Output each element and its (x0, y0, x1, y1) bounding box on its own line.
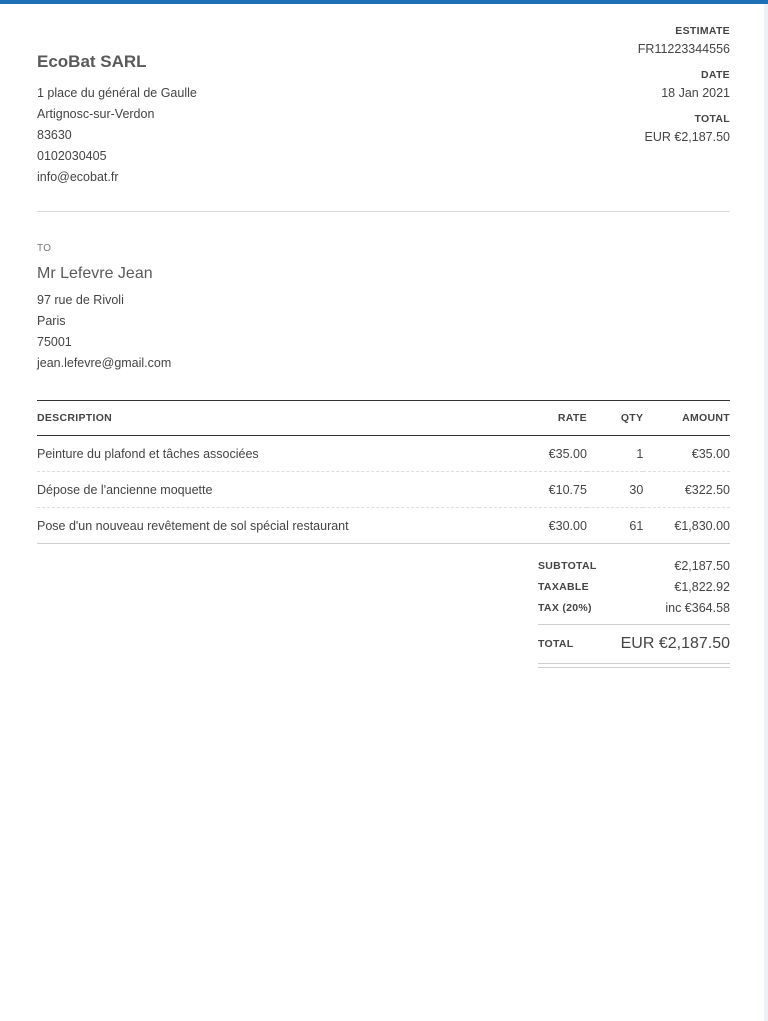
client-name: Mr Lefevre Jean (37, 265, 153, 282)
company-city: Artignosc-sur-Verdon (37, 107, 155, 121)
date-label: DATE (700, 69, 730, 81)
table-row (37, 472, 730, 508)
row-rate: €35.00 (479, 436, 587, 472)
table-header-row (37, 401, 730, 436)
row-amount: €322.50 (643, 472, 730, 508)
header-qty: QTY (587, 401, 643, 436)
date-block (638, 68, 730, 106)
row-description: Dépose de l'ancienne moquette (37, 472, 479, 508)
client-section (37, 211, 730, 401)
grand-total-value: EUR €2,187.50 (620, 635, 730, 652)
tax-row (538, 597, 730, 618)
company-email: info@ecobat.fr (37, 170, 119, 184)
client-address: 97 rue de Rivoli (37, 293, 124, 307)
right-edge-strip (764, 4, 768, 1021)
row-description: Peinture du plafond et tâches associées (37, 436, 479, 472)
estimate-document (37, 4, 730, 401)
row-description: Pose d'un nouveau revêtement de sol spécial restaurant (37, 508, 479, 544)
header-amount: AMOUNT (643, 401, 730, 436)
estimate-label: ESTIMATE (675, 25, 730, 37)
subtotal-label: SUBTOTAL (538, 559, 597, 572)
totals-block (538, 555, 730, 668)
grand-total-row (538, 625, 730, 663)
taxable-label: TAXABLE (538, 580, 589, 593)
row-amount: €1,830.00 (643, 508, 730, 544)
total-block (638, 112, 730, 150)
row-qty: 61 (587, 508, 643, 544)
subtotal-row (538, 555, 730, 576)
client-city: Paris (37, 314, 66, 328)
document-header (37, 4, 730, 211)
tax-label: TAX (20%) (538, 601, 592, 614)
subtotal-value: €2,187.50 (674, 558, 730, 573)
grand-total-label: TOTAL (538, 638, 574, 650)
line-items-table (37, 400, 730, 544)
company-address: 1 place du général de Gaulle (37, 86, 197, 100)
company-name: EcoBat SARL (37, 52, 147, 71)
taxable-value: €1,822.92 (674, 579, 730, 594)
estimate-number: FR11223344556 (637, 42, 730, 56)
company-details (37, 83, 197, 188)
table-row (37, 508, 730, 544)
taxable-row (538, 576, 730, 597)
company-phone: 0102030405 (37, 149, 107, 163)
client-details (37, 290, 171, 374)
to-label: TO (37, 243, 52, 254)
tax-value: inc €364.58 (665, 600, 730, 615)
row-amount: €35.00 (643, 436, 730, 472)
total-label: TOTAL (694, 113, 730, 125)
company-postcode: 83630 (37, 128, 72, 142)
client-postcode: 75001 (37, 335, 72, 349)
header-description: DESCRIPTION (37, 401, 479, 436)
row-qty: 30 (587, 472, 643, 508)
row-rate: €30.00 (479, 508, 587, 544)
total-value: EUR €2,187.50 (644, 130, 730, 144)
row-rate: €10.75 (479, 472, 587, 508)
row-qty: 1 (587, 436, 643, 472)
header-rate: RATE (479, 401, 587, 436)
client-email: jean.lefevre@gmail.com (37, 356, 172, 370)
date-value: 18 Jan 2021 (661, 86, 730, 100)
grand-total-double-rule (538, 663, 730, 668)
table-row (37, 436, 730, 472)
estimate-number-block (638, 24, 730, 62)
estimate-meta (638, 24, 730, 156)
